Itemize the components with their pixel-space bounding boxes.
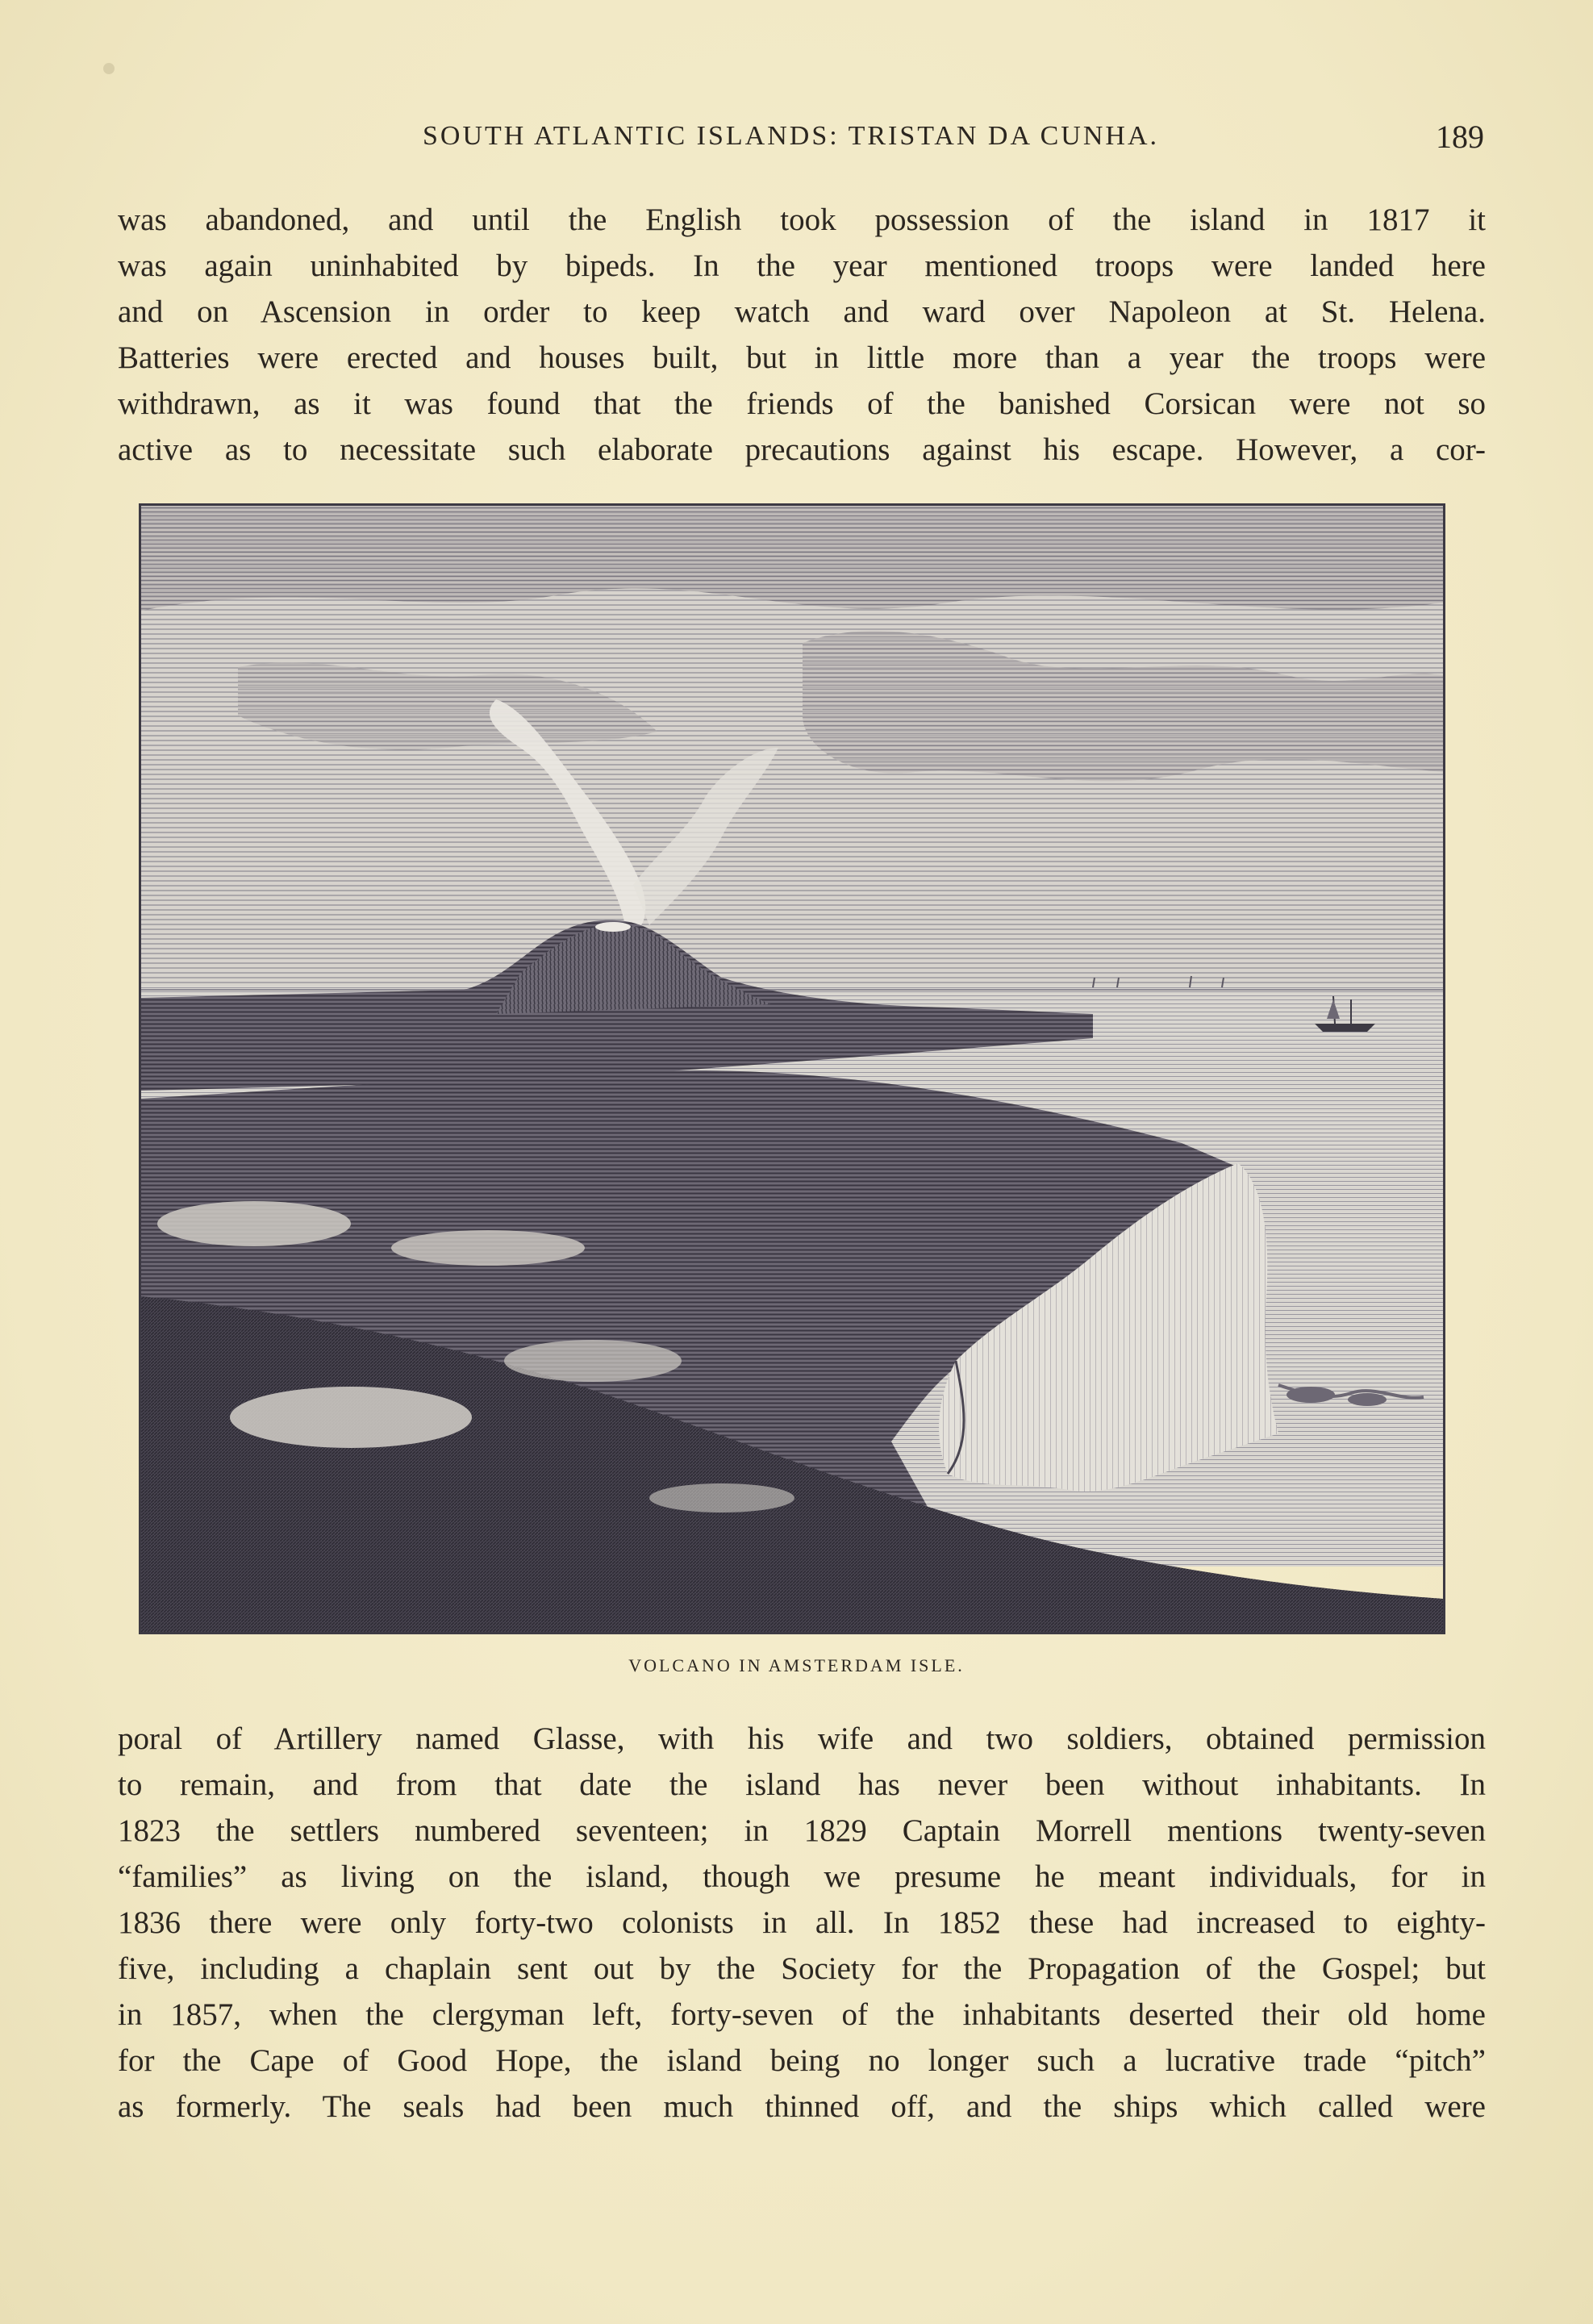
text-line: 1836 there were only forty-two colonists in all. In 1852 these had increased to eighty- — [118, 1905, 1486, 1940]
engraving-illustration — [141, 506, 1443, 1632]
pool — [649, 1483, 794, 1512]
text-line: Batteries were erected and houses built, but in little more than a year the troops were — [118, 340, 1486, 375]
text-line: poral of Artillery named Glasse, with his wife and two soldiers, obtained permission — [118, 1721, 1486, 1756]
rock — [1348, 1393, 1387, 1406]
running-title: SOUTH ATLANTIC ISLANDS: TRISTAN DA CUNHA. — [423, 121, 1160, 151]
pool — [230, 1387, 472, 1448]
page-number: 189 — [1436, 119, 1484, 155]
text-line: five, including a chaplain sent out by the Society for the Propagation of the Gospel; but — [118, 1951, 1486, 1986]
paper-spot — [103, 63, 115, 74]
figure-caption: VOLCANO IN AMSTERDAM ISLE. — [628, 1655, 965, 1675]
engraving-volcano — [139, 503, 1445, 1634]
text-line: and on Ascension in order to keep watch and ward over Napoleon at St. Helena. — [118, 294, 1486, 329]
pool — [391, 1230, 585, 1266]
crater-glow — [595, 922, 631, 932]
text-line: for the Cape of Good Hope, the island being no longer such a lucrative trade “pitch” — [118, 2043, 1486, 2078]
paragraph-top — [118, 197, 1486, 473]
text-line: in 1857, when the clergyman left, forty-seven of the inhabitants deserted their old home — [118, 1997, 1486, 2032]
text-line: was abandoned, and until the English took possession of the island in 1817 it — [118, 202, 1486, 237]
pool — [157, 1201, 351, 1246]
text-line: to remain, and from that date the island has never been without inhabitants. In — [118, 1767, 1486, 1802]
paragraph-bottom — [118, 1716, 1486, 2130]
text-line: as formerly. The seals had been much thinned off, and the ships which called were — [118, 2089, 1486, 2124]
cloud-band — [141, 506, 1443, 611]
pool — [504, 1340, 682, 1382]
rock — [1286, 1387, 1335, 1403]
text-line: was again uninhabited by bipeds. In the year mentioned troops were landed here — [118, 248, 1486, 283]
text-line: active as to necessitate such elaborate precautions against his escape. However, a cor- — [118, 432, 1486, 467]
text-line: “families” as living on the island, though we presume he meant individuals, for in — [118, 1859, 1486, 1894]
text-line: withdrawn, as it was found that the friends of the banished Corsican were not so — [118, 386, 1486, 421]
text-line: 1823 the settlers numbered seventeen; in 1829 Captain Morrell mentions twenty-seven — [118, 1813, 1486, 1848]
